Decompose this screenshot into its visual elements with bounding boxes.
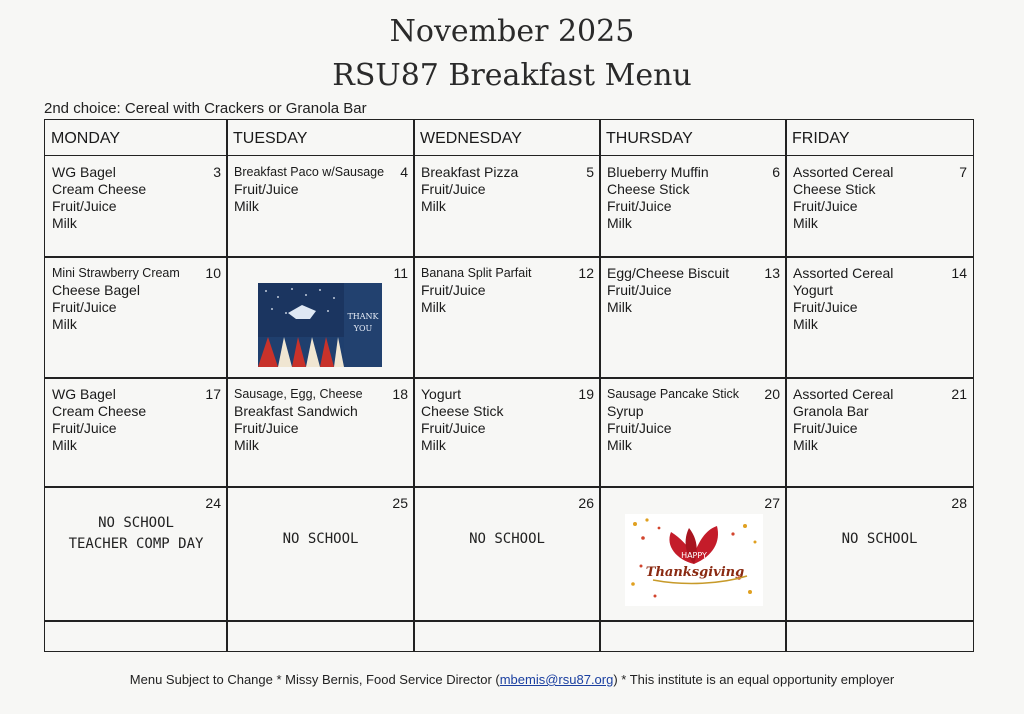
menu-item: Fruit/Juice (52, 198, 117, 214)
menu-item: Fruit/Juice (607, 420, 672, 436)
menu-item: Cheese Stick (793, 181, 876, 197)
menu-item: Milk (607, 437, 632, 453)
menu-item: Assorted Cereal (793, 265, 894, 281)
menu-item: Cheese Bagel (52, 282, 140, 298)
day-cell (414, 156, 600, 257)
footer-text-end: ) * This institute is an equal opportunity employer (613, 672, 895, 687)
menu-item: Mini Strawberry Cream (52, 266, 180, 280)
menu-item: Fruit/Juice (793, 198, 858, 214)
notice-line: NO SCHOOL (841, 531, 918, 547)
day-cell (414, 257, 600, 378)
director-email-link[interactable]: mbemis@rsu87.org (499, 672, 614, 687)
day-cell (227, 487, 414, 621)
no-school-notice (227, 529, 414, 550)
day-number: 26 (578, 495, 594, 511)
menu-item: Fruit/Juice (421, 282, 486, 298)
no-school-notice (414, 529, 600, 550)
day-number: 24 (205, 495, 221, 511)
menu-item: Fruit/Juice (52, 420, 117, 436)
menu-title: RSU87 Breakfast Menu (332, 58, 692, 93)
menu-item: Yogurt (793, 282, 833, 298)
day-cell (786, 156, 973, 257)
menu-item: Milk (793, 316, 818, 332)
day-number: 5 (586, 164, 594, 180)
menu-item: Blueberry Muffin (607, 164, 709, 180)
menu-item: Egg/Cheese Biscuit (607, 265, 730, 281)
day-cell (786, 378, 973, 487)
menu-item: Syrup (607, 403, 644, 419)
day-cell (600, 378, 786, 487)
day-cell (414, 487, 600, 621)
day-cell (227, 156, 414, 257)
menu-item: Cheese Stick (421, 403, 504, 419)
menu-item: Milk (234, 437, 259, 453)
day-number: 13 (764, 265, 780, 281)
day-number: 28 (951, 495, 967, 511)
menu-item: Milk (793, 215, 818, 231)
menu-item: Milk (421, 198, 446, 214)
footer-note (0, 672, 1024, 687)
day-number: 6 (772, 164, 780, 180)
menu-item: Milk (421, 299, 446, 315)
card-text-you: YOU (353, 324, 373, 333)
day-number: 4 (400, 164, 408, 180)
day-cell (786, 257, 973, 378)
day-header-monday: MONDAY (45, 120, 227, 156)
day-number: 7 (959, 164, 967, 180)
menu-item: Cream Cheese (52, 181, 147, 197)
day-cell (600, 156, 786, 257)
day-cell (600, 257, 786, 378)
day-header-wednesday: WEDNESDAY (414, 120, 600, 156)
day-number: 19 (578, 386, 594, 402)
day-cell (45, 156, 227, 257)
menu-item: Breakfast Pizza (421, 164, 519, 180)
day-number: 3 (213, 164, 221, 180)
menu-item: Milk (421, 437, 446, 453)
menu-item: Fruit/Juice (234, 181, 299, 197)
card-text-thank: THANK (347, 312, 379, 321)
day-number: 11 (393, 265, 408, 281)
menu-item: Cheese Stick (607, 181, 690, 197)
menu-item: Milk (52, 215, 77, 231)
menu-item: Fruit/Juice (421, 181, 486, 197)
notice-line: NO SCHOOL (98, 515, 174, 531)
day-header-thursday: THURSDAY (600, 120, 786, 156)
notice-line: NO SCHOOL (469, 531, 545, 547)
happy-thanksgiving-image (625, 514, 763, 606)
menu-item: Sausage, Egg, Cheese (234, 387, 363, 401)
no-school-notice (45, 513, 227, 555)
menu-item: Milk (52, 316, 77, 332)
day-number: 20 (764, 386, 780, 402)
day-cell (45, 257, 227, 378)
thanksgiving-text-word: Thanksgiving (645, 565, 745, 580)
menu-item: Breakfast Paco w/Sausage (234, 165, 385, 179)
day-cell (414, 378, 600, 487)
notice-line: TEACHER COMP DAY (68, 536, 204, 552)
menu-item: WG Bagel (52, 164, 116, 180)
menu-item: Breakfast Sandwich (234, 403, 358, 419)
day-cell (227, 378, 414, 487)
menu-item: Sausage Pancake Stick (607, 387, 740, 401)
menu-item: Milk (607, 215, 632, 231)
day-number: 27 (764, 495, 780, 511)
day-header-friday: FRIDAY (786, 120, 973, 156)
day-cell (45, 487, 227, 621)
menu-item: Milk (234, 198, 259, 214)
menu-item: Yogurt (421, 386, 461, 402)
menu-item: Milk (607, 299, 632, 315)
no-school-notice (786, 529, 973, 550)
menu-item: Milk (52, 437, 77, 453)
day-number: 17 (205, 386, 221, 402)
second-choice-note: 2nd choice: Cereal with Crackers or Granola Bar (44, 100, 367, 117)
day-number: 14 (951, 265, 967, 281)
day-cell (45, 378, 227, 487)
menu-item: Fruit/Juice (607, 198, 672, 214)
footer-text-start: Menu Subject to Change * Missy Bernis, Food Service Director ( (129, 672, 500, 687)
notice-line: NO SCHOOL (282, 531, 359, 547)
day-number: 21 (951, 386, 967, 402)
menu-item: Assorted Cereal (793, 386, 894, 402)
day-number: 12 (578, 265, 594, 281)
menu-item: Fruit/Juice (793, 299, 858, 315)
day-cell (786, 487, 973, 621)
menu-item: Fruit/Juice (607, 282, 672, 298)
menu-item: Fruit/Juice (52, 299, 117, 315)
veterans-day-card-image (258, 283, 382, 367)
menu-item: Banana Split Parfait (421, 266, 532, 280)
month-title: November 2025 (389, 14, 635, 49)
day-number: 18 (392, 386, 408, 402)
menu-item: Fruit/Juice (234, 420, 299, 436)
menu-item: Assorted Cereal (793, 164, 894, 180)
thanksgiving-text-happy: HAPPY (681, 551, 707, 560)
menu-item: WG Bagel (52, 386, 116, 402)
day-header-tuesday: TUESDAY (227, 120, 414, 156)
menu-item: Cream Cheese (52, 403, 147, 419)
menu-item: Fruit/Juice (793, 420, 858, 436)
day-number: 25 (392, 495, 408, 511)
menu-calendar-grid (44, 119, 974, 652)
menu-item: Milk (793, 437, 818, 453)
menu-item: Granola Bar (793, 403, 869, 419)
menu-item: Fruit/Juice (421, 420, 486, 436)
day-number: 10 (205, 265, 221, 281)
